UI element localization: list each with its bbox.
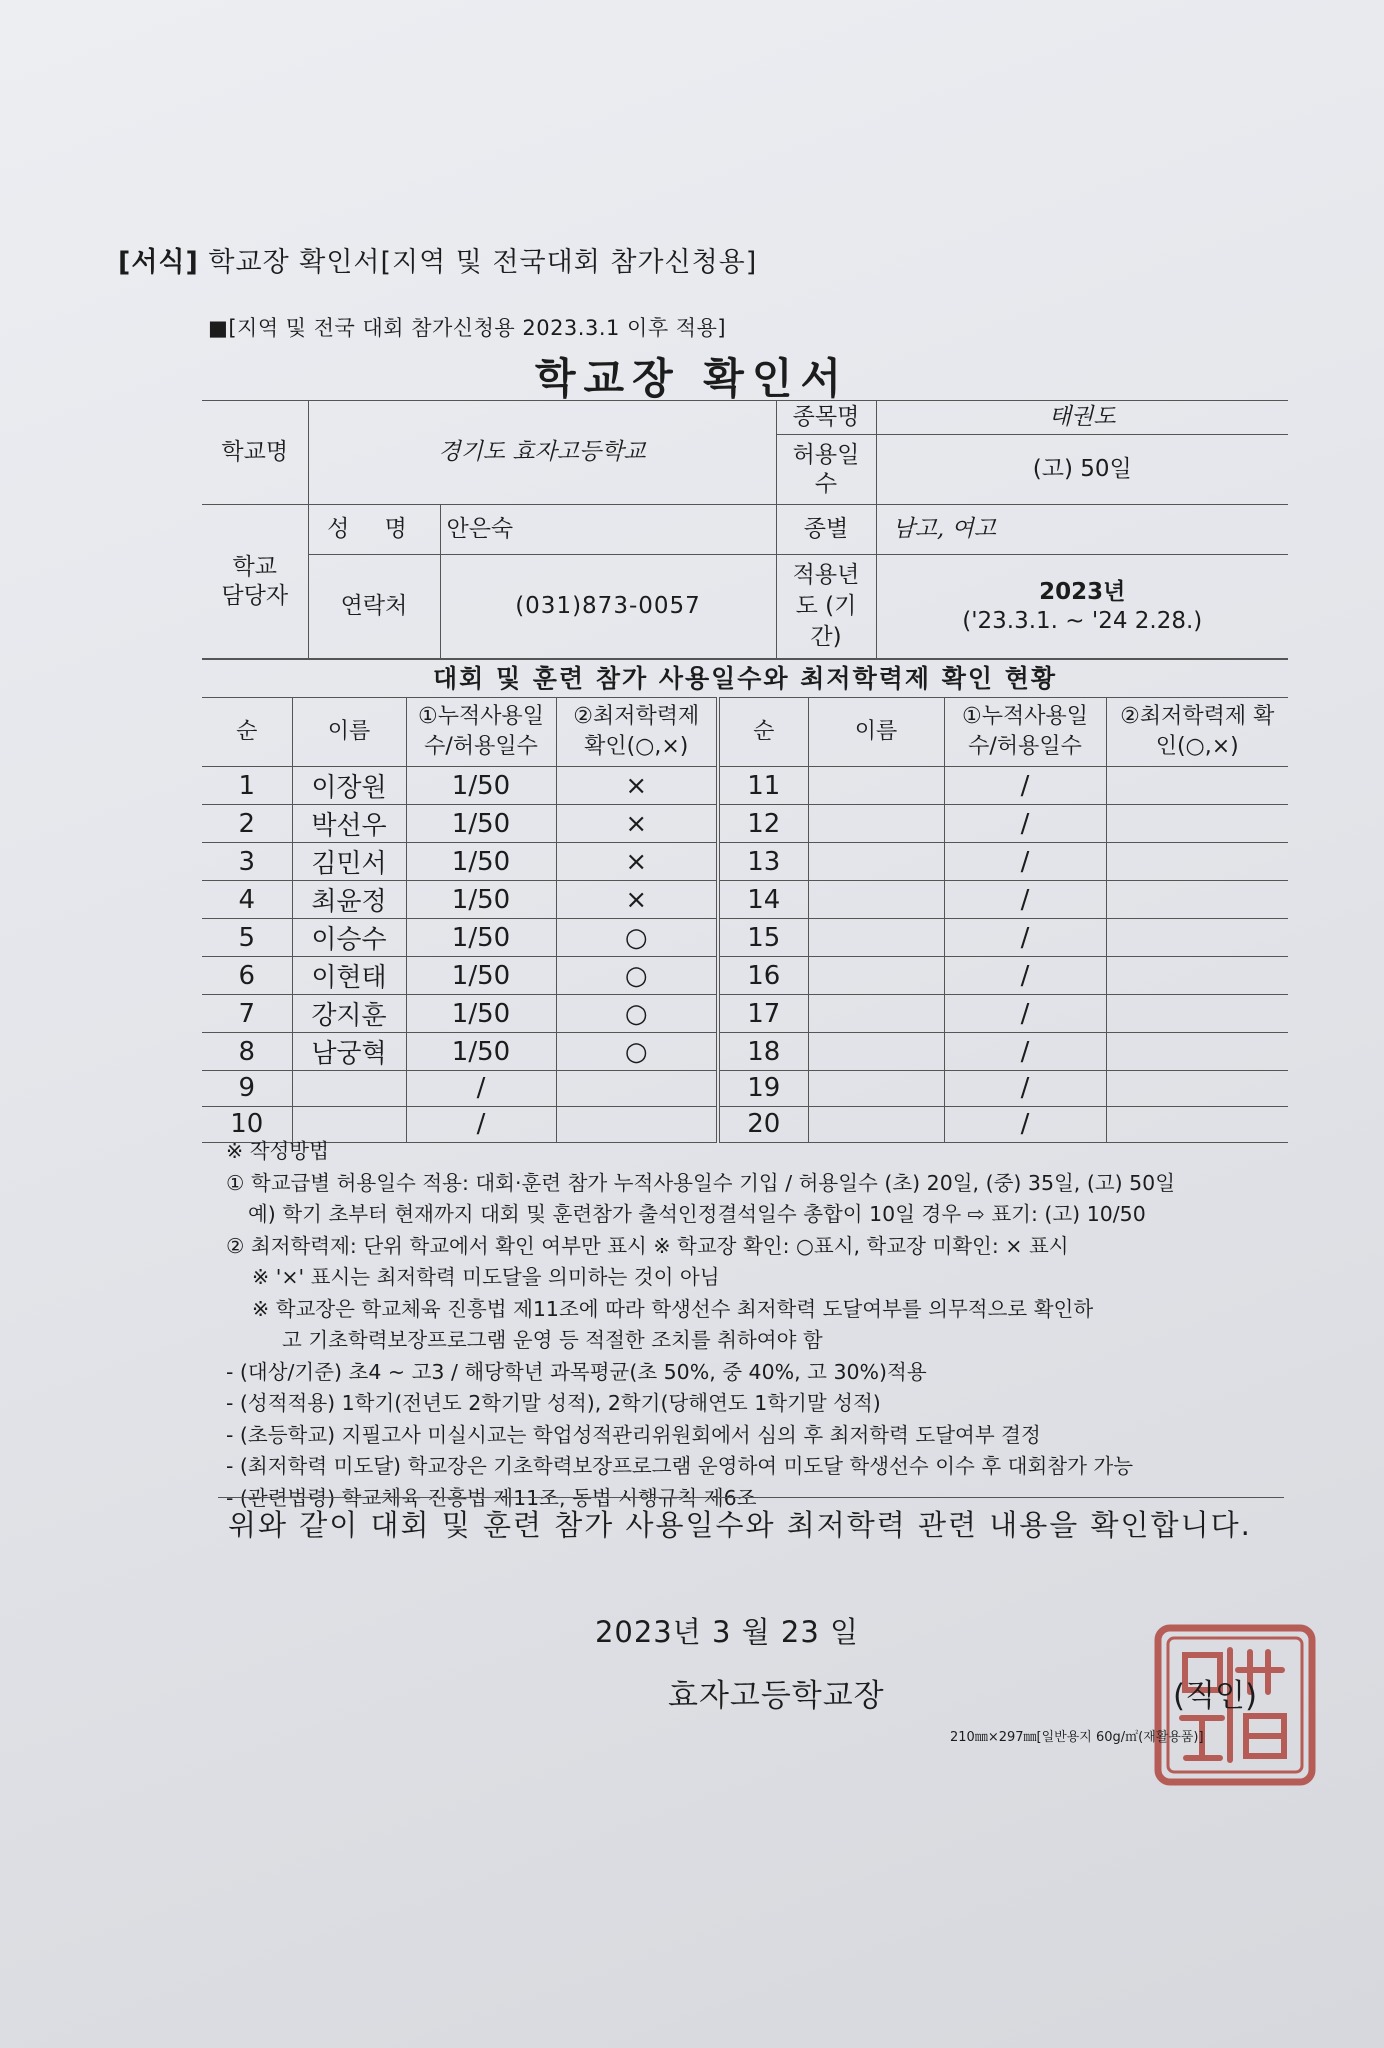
row-check [1106,767,1288,805]
row-days: / [944,995,1106,1033]
note-line: ※ '×' 표시는 최저학력 미도달을 의미하는 것이 아님 [252,1265,720,1289]
row-check [1106,881,1288,919]
row-days: / [944,1033,1106,1071]
row-number: 11 [718,767,808,805]
row-name [808,995,944,1033]
row-days: / [944,1106,1106,1142]
row-days: / [944,957,1106,995]
allowed-days-label: 허용일수 [776,435,876,505]
row-number: 17 [718,995,808,1033]
row-days: / [406,1071,556,1107]
row-check: ○ [556,957,718,995]
row-number: 4 [202,881,292,919]
row-name [292,1071,406,1107]
row-name: 남궁혁 [292,1033,406,1071]
name-value: 안은숙 [440,505,776,555]
table-row [202,805,1288,843]
row-name: 최윤정 [292,881,406,919]
note-line: - (관련법령) 학교체육 진흥법 제11조, 동법 시행규칙 제6조 [226,1485,757,1510]
issue-date: 2023년 3 월 23 일 [594,1615,860,1649]
row-days: / [406,1106,556,1142]
header-check: ②최저학력제 확인(○,×) [1106,698,1288,767]
row-name [808,1071,944,1107]
row-name: 이장원 [292,767,406,805]
status-header-row [202,698,1288,767]
row-check: × [556,805,718,843]
confirm-divider [218,1497,1284,1498]
paper-info: 210㎜×297㎜[일반용지 60g/㎡(재활용품)] [950,1730,1204,1745]
note-line: - (초등학교) 지필고사 미실시교는 학업성적관리위원회에서 심의 후 최저학력 도달여부 결정 [226,1422,1041,1447]
row-number: 1 [202,767,292,805]
table-row [202,767,1288,805]
row-number: 13 [718,843,808,881]
event-value: 태권도 [876,401,1288,435]
row-name: 이승수 [292,919,406,957]
notes-title: ※ 작성방법 [226,1139,329,1163]
confirm-text: 위와 같이 대회 및 훈련 참가 사용일수와 최저학력 관련 내용을 확인합니다. [228,1508,1252,1542]
status-title: 대회 및 훈련 참가 사용일수와 최저학력제 확인 현황 [202,659,1288,698]
row-check [1106,1033,1288,1071]
header-days: ①누적사용일수/허용일수 [944,698,1106,767]
row-number: 10 [202,1106,292,1142]
row-number: 5 [202,919,292,957]
row-name [808,767,944,805]
sub-label: ■[지역 및 전국 대회 참가신청용 2023.3.1 이후 적용] [208,316,727,340]
row-days: 1/50 [406,1033,556,1071]
signer-name: 효자고등학교장 [668,1678,885,1714]
year-value: 2023년 [1039,578,1126,605]
row-check: × [556,881,718,919]
name-label: 성 명 [308,505,440,555]
page-title: 학교장 확인서 [534,354,850,403]
row-days: / [944,843,1106,881]
row-number: 2 [202,805,292,843]
row-check [1106,919,1288,957]
row-check [1106,995,1288,1033]
event-label: 종목명 [776,401,876,435]
row-number: 7 [202,995,292,1033]
row-days: 1/50 [406,919,556,957]
row-check [1106,843,1288,881]
row-check: × [556,767,718,805]
table-row [202,843,1288,881]
row-check: × [556,843,718,881]
year-label: 적용년도 (기간) [776,555,876,659]
table-row [202,1071,1288,1107]
row-days: 1/50 [406,995,556,1033]
seal-label: (직인) [1173,1678,1258,1714]
table-row [202,957,1288,995]
note-line: - (성적적용) 1학기(전년도 2학기말 성적), 2학기(당해연도 1학기말 성적) [226,1391,881,1415]
header-days: ①누적사용일수/허용일수 [406,698,556,767]
info-table [202,400,1288,659]
row-days: / [944,805,1106,843]
row-number: 8 [202,1033,292,1071]
note-line: - (대상/기준) 초4 ~ 고3 / 해당학년 과목평균(초 50%, 중 40%, 고 30%)적용 [226,1359,927,1384]
header-no: 순 [202,698,292,767]
table-row [202,995,1288,1033]
row-days: 1/50 [406,843,556,881]
row-name [808,919,944,957]
note-line: ※ 학교장은 학교체육 진흥법 제11조에 따라 학생선수 최저학력 도달여부를 의무적으로 확인하 [252,1296,1094,1321]
school-value: 경기도 효자고등학교 [308,401,776,505]
row-days: 1/50 [406,805,556,843]
note-line: 예) 학기 초부터 현재까지 대회 및 훈련참가 출석인정결석일수 총합이 10일 경우 ⇨ 표기: (고) 10/50 [248,1202,1146,1226]
contact-value: (031)873-0057 [440,555,776,659]
row-number: 12 [718,805,808,843]
row-check [1106,1071,1288,1107]
row-check: ○ [556,919,718,957]
header-check: ②최저학력제 확인(○,×) [556,698,718,767]
note-line: ① 학교급별 허용일수 적용: 대회·훈련 참가 누적사용일수 기입 / 허용일수 (초) 20일, (중) 35일, (고) 50일 [226,1170,1176,1195]
row-name [808,843,944,881]
row-check [1106,957,1288,995]
form-label: [서식] 학교장 확인서[지역 및 전국대회 참가신청용] [118,247,758,278]
allowed-days-value: (고) 50일 [876,435,1288,505]
header-no: 순 [718,698,808,767]
note-line: - (최저학력 미도달) 학교장은 기초학력보장프로그램 운영하여 미도달 학생선수 이수 후 대회참가 가능 [226,1454,1133,1478]
row-number: 9 [202,1071,292,1107]
row-days: / [944,767,1106,805]
row-name: 이현태 [292,957,406,995]
header-name: 이름 [808,698,944,767]
category-label: 종별 [776,505,876,555]
notes [226,1136,1175,1514]
row-name [808,881,944,919]
row-days: / [944,919,1106,957]
note-line: ② 최저학력제: 단위 학교에서 확인 여부만 표시 ※ 학교장 확인: ○표시, 학교장 미확인: × 표시 [226,1233,1069,1258]
year-cell [876,555,1288,659]
row-number: 18 [718,1033,808,1071]
table-row [202,1033,1288,1071]
row-name: 박선우 [292,805,406,843]
row-name: 김민서 [292,843,406,881]
row-name [808,805,944,843]
contact-label: 연락처 [308,555,440,659]
row-name [808,957,944,995]
row-name [808,1033,944,1071]
row-number: 3 [202,843,292,881]
row-days: / [944,1071,1106,1107]
header-name: 이름 [292,698,406,767]
category-value: 남고, 여고 [876,505,1288,555]
row-days: 1/50 [406,957,556,995]
note-line: 고 기초학력보장프로그램 운영 등 적절한 조치를 취하여야 함 [282,1328,823,1352]
row-number: 6 [202,957,292,995]
row-days: 1/50 [406,881,556,919]
row-check: ○ [556,995,718,1033]
row-number: 15 [718,919,808,957]
row-number: 20 [718,1106,808,1142]
row-days: / [944,881,1106,919]
table-row [202,919,1288,957]
manager-label: 학교 담당자 [202,505,308,659]
status-table [202,697,1288,1143]
row-check: ○ [556,1033,718,1071]
row-check [556,1071,718,1107]
row-number: 19 [718,1071,808,1107]
row-days: 1/50 [406,767,556,805]
table-row [202,881,1288,919]
year-period: ('23.3.1. ~ '24 2.28.) [962,607,1203,634]
school-label: 학교명 [202,401,308,505]
row-number: 14 [718,881,808,919]
row-check [1106,805,1288,843]
row-number: 16 [718,957,808,995]
row-name: 강지훈 [292,995,406,1033]
